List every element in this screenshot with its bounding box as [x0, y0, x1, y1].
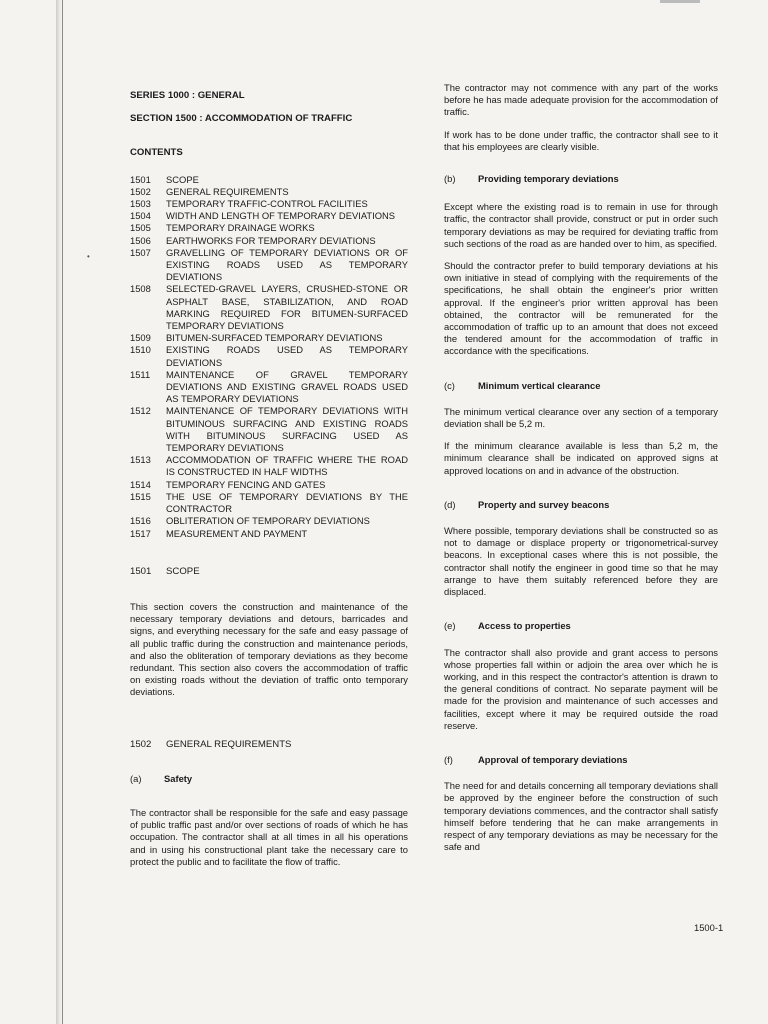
- subsection-b-heading: [444, 173, 718, 185]
- contents-item: [130, 491, 408, 515]
- contents-item-title: GRAVELLING OF TEMPORARY DEVIATIONS OR OF EXISTING ROADS USED AS TEMPORARY DEVIATIONS: [166, 246, 408, 283]
- section-heading: SECTION 1500 : ACCOMMODATION OF TRAFFIC: [130, 113, 353, 125]
- approval-paragraph: The need for and details concerning all temporary deviations shall be approved by the engineer before the construction of such temporary deviations commences, and the contractor shall satisfy himself before tendering that he can make arrangements in respect of any temporary deviations as may be necessary for the safe and: [444, 780, 718, 853]
- contents-item-title: BITUMEN-SURFACED TEMPORARY DEVIATIONS: [166, 332, 383, 344]
- contents-list: [130, 174, 408, 540]
- contents-item: [130, 283, 408, 332]
- series-heading: SERIES 1000 : GENERAL: [130, 90, 245, 101]
- contents-item-title: EARTHWORKS FOR TEMPORARY DEVIATIONS: [166, 234, 376, 246]
- section-1501: [130, 566, 408, 699]
- contents-heading: CONTENTS: [130, 147, 183, 159]
- subsection-title: Providing temporary deviations: [478, 173, 619, 185]
- scan-edge-line: [62, 0, 63, 1024]
- contents-item-number: 1517: [130, 527, 151, 539]
- subsection-e-heading: [444, 620, 718, 632]
- subsection-f-heading: [444, 754, 718, 766]
- contents-item-title: SELECTED-GRAVEL LAYERS, CRUSHED-STONE OR ASPHALT BASE, STABILIZATION, AND ROAD MARKING REQUIRED FOR BITUMEN-SURFACED TEMPORARY DEVIATIONS: [166, 283, 408, 332]
- contents-item-number: 1512: [130, 405, 151, 417]
- commence-paragraph: The contractor may not commence with any part of the works before he has made adequate provision for the accommodation of traffic.: [444, 82, 718, 118]
- contents-item-number: 1511: [130, 368, 151, 380]
- subsection-title: Safety: [164, 772, 193, 784]
- beacons-paragraph: Where possible, temporary deviations shall be constructed so as not to damage or displace property or trigonometrical-survey beacons. In exceptional cases where this is not possible, the contractor shall notify the engineer in good time so that he may arrange to have them suitably referenced before they are displaced.: [444, 525, 718, 598]
- subsection-title: Access to properties: [478, 620, 571, 632]
- contents-item: [130, 479, 408, 491]
- subsection-d-heading: [444, 499, 718, 511]
- deviations-paragraph-1: Except where the existing road is to remain in use for through traffic, the contractor shall provide, construct or put in order such temporary deviations as may be required for deviating traffic from such sections of the road as are handed over to him, as specified.: [444, 201, 718, 249]
- section-title: GENERAL REQUIREMENTS: [166, 738, 292, 750]
- scan-dot: •: [87, 252, 90, 261]
- section-1502-heading: [130, 739, 408, 751]
- section-1501-heading: [130, 566, 408, 578]
- section-number: 1501: [130, 565, 152, 577]
- contents-item: [130, 198, 408, 210]
- contents-item-number: 1501: [130, 173, 151, 185]
- visibility-paragraph: If work has to be done under traffic, the contractor shall see to it that his employees are clearly visible.: [444, 128, 718, 152]
- subsection-label: (d): [444, 498, 456, 510]
- subsection-label: (a): [130, 772, 142, 784]
- contents-item: [130, 454, 408, 478]
- scan-mark: [660, 0, 700, 3]
- section-number: 1502: [130, 738, 152, 750]
- contents-item-number: 1503: [130, 198, 151, 210]
- contents-item-title: SCOPE: [166, 173, 199, 185]
- clearance-paragraph-1: The minimum vertical clearance over any section of a temporary deviation shall be 5,2 m.: [444, 405, 718, 430]
- contents-item-number: 1502: [130, 185, 151, 197]
- contents-item-number: 1505: [130, 222, 151, 234]
- contents-item-title: THE USE OF TEMPORARY DEVIATIONS BY THE CONTRACTOR: [166, 490, 408, 515]
- contents-item-title: MEASUREMENT AND PAYMENT: [166, 527, 308, 539]
- subsection-title: Minimum vertical clearance: [478, 379, 601, 391]
- contents-item-title: ACCOMMODATION OF TRAFFIC WHERE THE ROAD IS CONSTRUCTED IN HALF WIDTHS: [166, 454, 408, 478]
- contents-item: [130, 247, 408, 284]
- subsection-label: (b): [444, 173, 456, 185]
- subsection-title: Property and survey beacons: [478, 498, 610, 510]
- contents-item-number: 1515: [130, 490, 151, 502]
- right-column: [444, 82, 718, 853]
- subsection-label: (c): [444, 379, 455, 391]
- page-number: 1500-1: [694, 922, 724, 933]
- contents-item-title: MAINTENANCE OF GRAVEL TEMPORARY DEVIATIONS AND EXISTING GRAVEL ROADS USED AS TEMPORARY DEVIATIONS: [166, 368, 408, 405]
- contents-item-number: 1510: [130, 344, 151, 356]
- contents-item: [130, 210, 408, 222]
- contents-item-number: 1506: [130, 234, 151, 246]
- access-paragraph: The contractor shall also provide and grant access to persons whose properties fall within or adjoin the area over which he is working, and in this respect the contractor's attention is drawn to the general conditions of contract. No separate payment will be made for the provision and maintenance of such accesses and facilities, except where it may be required outside the road reserve.: [444, 646, 718, 731]
- contents-item-title: TEMPORARY TRAFFIC-CONTROL FACILITIES: [166, 198, 368, 210]
- contents-item-number: 1514: [130, 478, 151, 490]
- subsection-label: (f): [444, 753, 453, 765]
- section-1502: [130, 739, 408, 868]
- contents-item-title: EXISTING ROADS USED AS TEMPORARY DEVIATIONS: [166, 344, 408, 368]
- contents-item-title: MAINTENANCE OF TEMPORARY DEVIATIONS WITH BITUMINOUS SURFACING AND EXISTING ROADS WITH BITUMINOUS SURFACING USED AS TEMPORARY DEVIATIONS: [166, 405, 408, 454]
- contents-item: [130, 222, 408, 234]
- contents-item: [130, 528, 408, 540]
- clearance-paragraph-2: If the minimum clearance available is less than 5,2 m, the minimum clearance shall be indicated on approved signs at approved locations on and in advance of the obstruction.: [444, 440, 718, 476]
- contents-item: [130, 186, 408, 198]
- contents-item-title: WIDTH AND LENGTH OF TEMPORARY DEVIATIONS: [166, 210, 396, 222]
- scope-paragraph: This section covers the construction and maintenance of the necessary temporary deviations and detours, barricades and signs, and everything necessary for the safe and easy passage of all public traffic during the construction and maintenance periods, and also the obliteration of temporary deviations as they become redundant. This section also covers the accommodation of traffic on existing roads without the deviation of traffic onto temporary deviations.: [130, 600, 408, 698]
- contents-item: [130, 369, 408, 406]
- contents-item: [130, 235, 408, 247]
- contents-item: [130, 515, 408, 527]
- contents-item-number: 1504: [130, 210, 151, 222]
- contents-item: [130, 405, 408, 454]
- contents-item-number: 1509: [130, 332, 151, 344]
- safety-paragraph: The contractor shall be responsible for the safe and easy passage of public traffic past and/or over sections of roads of which he has occupation. The contractor shall at all times in all his operations and in using his constructional plant take the necessary care to protect the public and to facilitate the flow of traffic.: [130, 806, 408, 867]
- contents-item-title: TEMPORARY DRAINAGE WORKS: [166, 222, 315, 234]
- deviations-paragraph-2: Should the contractor prefer to build temporary deviations at his own initiative in stead of complying with the requirements of the specifications, he shall obtain the engineer's prior written approval. If the engineer's prior written approval has been obtained, the contractor will be remunerated for the accommodation of traffic up to an amount that does not exceed the tendered amount for the accommodation of traffic in accordance with the specifications.: [444, 260, 718, 357]
- contents-item-number: 1508: [130, 283, 151, 295]
- contents-item-number: 1513: [130, 454, 151, 466]
- contents-item-number: 1507: [130, 246, 151, 258]
- subsection-c-heading: [444, 380, 718, 392]
- subsection-label: (e): [444, 620, 456, 632]
- contents-item: [130, 332, 408, 344]
- contents-item-title: OBLITERATION OF TEMPORARY DEVIATIONS: [166, 515, 370, 527]
- contents-item: [130, 344, 408, 368]
- subsection-a-heading: [130, 773, 408, 785]
- contents-item-number: 1516: [130, 515, 151, 527]
- section-title: SCOPE: [166, 565, 200, 577]
- contents-item-title: GENERAL REQUIREMENTS: [166, 185, 289, 197]
- subsection-title: Approval of temporary deviations: [478, 753, 628, 765]
- contents-item-title: TEMPORARY FENCING AND GATES: [166, 478, 326, 490]
- contents-item: [130, 174, 408, 186]
- left-column: [130, 86, 408, 868]
